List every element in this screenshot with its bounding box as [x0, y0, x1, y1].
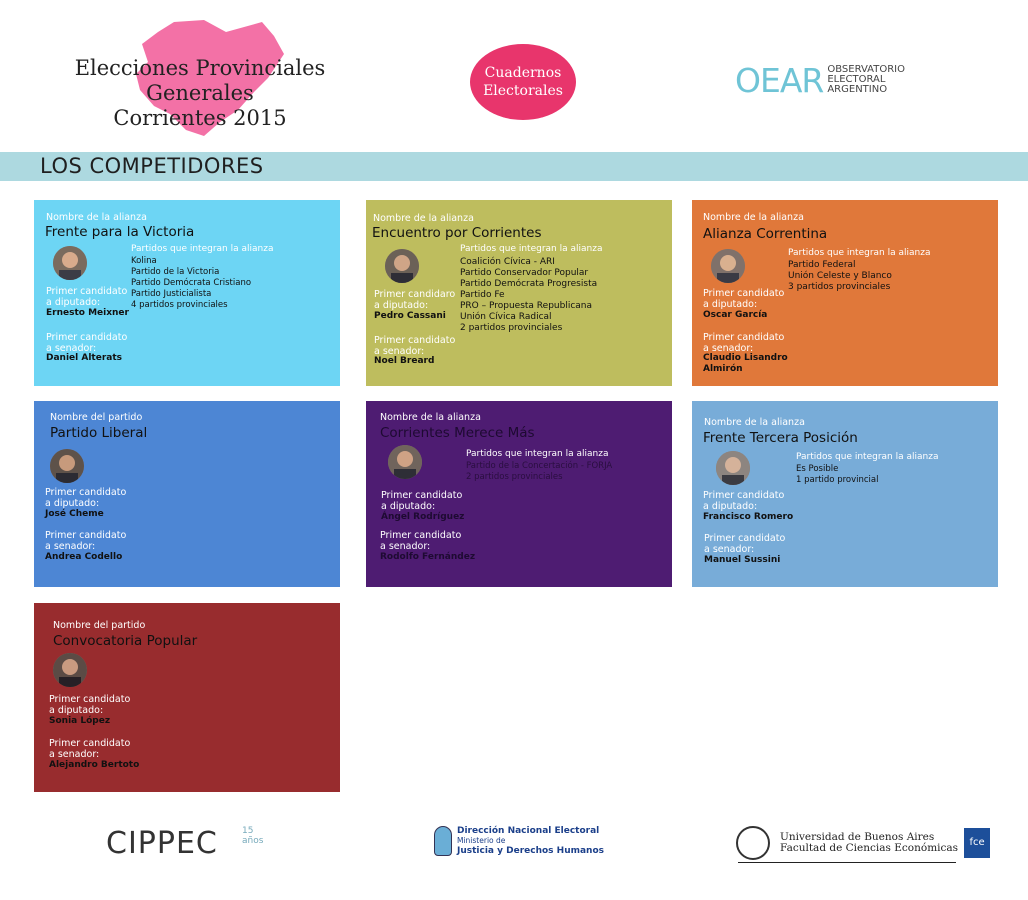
senator-name: Andrea Codello — [45, 552, 123, 562]
senator-name: Manuel Sussini — [704, 555, 781, 565]
senator-label — [374, 335, 455, 357]
parties-list — [796, 464, 879, 486]
deputy-label — [45, 487, 126, 509]
deputy-name: Ángel Rodríguez — [381, 512, 465, 522]
party-item: Partido de la Concertación - FORJA — [466, 461, 613, 471]
deputy-label — [49, 694, 130, 716]
senator-name: Noel Breard — [374, 356, 435, 366]
party-item: Partido Demócrata Progresista — [460, 279, 598, 289]
deputy-label-line-1: Primer candidato — [49, 694, 131, 705]
deputy-label-line-2: a diputado: — [45, 498, 100, 509]
card-label: Nombre de la alianza — [46, 212, 147, 223]
deputy-name: Pedro Cassani — [374, 311, 446, 321]
party-item: Partido de la Victoria — [131, 267, 220, 277]
senator-label-line-1: Primer candidato — [49, 738, 131, 749]
senator-label-line-1: Primer candidato — [374, 335, 456, 346]
senator-name: Daniel Alterats — [46, 353, 122, 363]
card-frente-para-la-victoria — [34, 200, 340, 386]
parties-heading: Partidos que integran la alianza — [131, 244, 274, 254]
deputy-label — [46, 286, 127, 308]
party-item: 2 partidos provinciales — [466, 472, 563, 482]
card-name: Alianza Correntina — [703, 226, 828, 242]
parties-list — [788, 260, 892, 293]
senator-label-line-1: Primer candidato — [704, 533, 786, 544]
parties-list — [466, 461, 612, 483]
party-item: 3 partidos provinciales — [788, 282, 891, 292]
deputy-label — [374, 289, 455, 311]
page-title — [20, 56, 380, 131]
national-shield-icon — [434, 826, 452, 856]
senator-label-line-1: Primer candidato — [45, 530, 127, 541]
oear-line-3: ARGENTINO — [827, 84, 888, 95]
oear-logo — [735, 62, 905, 98]
party-item: Partido Federal — [788, 260, 856, 270]
deputy-name: Sonia López — [49, 716, 111, 726]
party-item: 1 partido provincial — [796, 475, 879, 485]
dne-line-3: Justicia y Derechos Humanos — [457, 846, 604, 856]
deputy-name: Oscar García — [703, 310, 768, 320]
party-item: Es Posible — [796, 464, 839, 474]
title-line-1: Elecciones Provinciales Generales — [74, 56, 326, 105]
uba-fce-logo — [736, 826, 990, 860]
party-item: Unión Celeste y Blanco — [788, 271, 892, 281]
senator-label-line-2: a senador: — [374, 346, 425, 357]
deputy-label-line-1: Primer candidato — [703, 288, 785, 299]
deputy-name: Ernesto Meixner — [46, 308, 129, 318]
party-item: Partido Justicialista — [131, 289, 212, 299]
senator-name-line-2: Almirón — [703, 363, 743, 374]
deputy-name: Francisco Romero — [703, 512, 794, 522]
badge-line-1: Cuadernos — [484, 65, 562, 81]
uba-text — [780, 832, 958, 854]
candidate-photo — [711, 249, 745, 283]
senator-name: Alejandro Bertoto — [49, 760, 140, 770]
card-frente-tercera-posicion — [692, 401, 998, 587]
cuadernos-electorales-badge — [470, 44, 576, 120]
direccion-nacional-electoral-logo — [434, 826, 604, 856]
card-partido-liberal — [34, 401, 340, 587]
badge-line-2: Electorales — [483, 83, 563, 99]
card-label: Nombre de la alianza — [380, 412, 481, 423]
section-title: LOS COMPETIDORES — [40, 154, 264, 178]
card-label: Nombre de la alianza — [373, 213, 474, 224]
uba-seal-icon — [736, 826, 770, 860]
oear-line-1: OBSERVATORIO — [827, 64, 905, 75]
cippec-logo: CIPPEC — [106, 826, 218, 861]
senator-label-line-2: a senador: — [380, 541, 431, 552]
card-name: Frente Tercera Posición — [703, 430, 858, 446]
uba-underline — [738, 862, 956, 863]
card-label: Nombre de la alianza — [703, 212, 804, 223]
party-item: Partido Fe — [460, 290, 505, 300]
parties-list — [460, 257, 597, 334]
party-item: PRO – Propuesta Republicana — [460, 301, 593, 311]
candidate-photo — [385, 249, 419, 283]
senator-label — [45, 530, 126, 552]
card-label: Nombre de la alianza — [704, 417, 805, 428]
party-item: Partido Demócrata Cristiano — [131, 278, 252, 288]
deputy-label-line-2: a diputado: — [374, 300, 429, 311]
card-convocatoria-popular — [34, 603, 340, 792]
party-item: 2 partidos provinciales — [460, 323, 563, 333]
party-item: Unión Cívica Radical — [460, 312, 552, 322]
cippec-anniversary-badge — [242, 826, 262, 856]
parties-heading: Partidos que integran la alianza — [788, 248, 931, 258]
senator-label — [703, 332, 784, 354]
title-line-2: Corrientes 2015 — [113, 106, 287, 130]
deputy-label-line-1: Primer candidato — [703, 490, 785, 501]
card-name: Frente para la Victoria — [45, 224, 195, 240]
card-label: Nombre del partido — [53, 620, 146, 631]
deputy-label-line-2: a diputado: — [703, 501, 758, 512]
deputy-label — [703, 288, 784, 310]
card-label: Nombre del partido — [50, 412, 143, 423]
senator-name — [703, 353, 788, 374]
candidate-photo — [53, 653, 87, 687]
party-item: Coalición Cívica - ARI — [460, 257, 555, 267]
deputy-label-line-1: Primer candidato — [45, 487, 127, 498]
parties-list — [131, 256, 251, 311]
candidate-photo — [50, 449, 84, 483]
deputy-label-line-1: Primer candidato — [46, 286, 128, 297]
senator-label-line-2: a senador: — [46, 343, 97, 354]
candidate-photo — [388, 445, 422, 479]
card-name: Convocatoria Popular — [53, 633, 198, 649]
party-item: Kolina — [131, 256, 157, 266]
oear-text — [827, 65, 905, 95]
dne-line-1: Dirección Nacional Electoral — [457, 826, 600, 836]
senator-label — [49, 738, 130, 760]
candidate-photo — [53, 246, 87, 280]
dne-text — [457, 826, 604, 856]
party-item: 4 partidos provinciales — [131, 300, 228, 310]
senator-label — [704, 533, 785, 555]
senator-label — [380, 530, 461, 552]
deputy-label-line-1: Primer candidaro — [374, 289, 456, 300]
cippec-badge-number: 15 — [242, 826, 254, 836]
senator-label — [46, 332, 127, 354]
fce-badge: fce — [964, 828, 990, 858]
oear-mark: OEAR — [735, 60, 824, 100]
card-name: Encuentro por Corrientes — [372, 225, 542, 241]
senator-label-line-2: a senador: — [703, 343, 754, 354]
deputy-label-line-1: Primer candidato — [381, 490, 463, 501]
senator-label-line-1: Primer candidato — [703, 332, 785, 343]
card-name: Partido Liberal — [50, 425, 148, 441]
deputy-name: José Cheme — [45, 509, 104, 519]
parties-heading: Partidos que integran la alianza — [796, 452, 939, 462]
senator-label-line-1: Primer candidato — [380, 530, 462, 541]
uba-line-2: Facultad de Ciencias Económicas — [780, 842, 959, 854]
senator-name-line-1: Claudio Lisandro — [703, 353, 788, 363]
parties-heading: Partidos que integran la alianza — [466, 449, 609, 459]
card-encuentro-por-corrientes — [366, 200, 672, 386]
party-item: Partido Conservador Popular — [460, 268, 589, 278]
uba-line-1: Universidad de Buenos Aires — [780, 831, 935, 843]
senator-label-line-2: a senador: — [45, 541, 96, 552]
cippec-badge-text: años — [242, 836, 264, 846]
senator-label-line-1: Primer candidato — [46, 332, 128, 343]
deputy-label-line-2: a diputado: — [46, 297, 101, 308]
card-alianza-correntina — [692, 200, 998, 386]
deputy-label — [703, 490, 784, 512]
parties-heading: Partidos que integran la alianza — [460, 244, 603, 254]
oear-line-2: ELECTORAL — [827, 74, 886, 85]
deputy-label-line-2: a diputado: — [703, 299, 758, 310]
candidate-photo — [716, 451, 750, 485]
deputy-label — [381, 490, 462, 512]
deputy-label-line-2: a diputado: — [49, 705, 104, 716]
card-corrientes-merece-mas — [366, 401, 672, 587]
senator-name: Rodolfo Fernández — [380, 552, 476, 562]
card-name: Corrientes Merece Más — [380, 425, 535, 441]
deputy-label-line-2: a diputado: — [381, 501, 436, 512]
senator-label-line-2: a senador: — [49, 749, 100, 760]
senator-label-line-2: a senador: — [704, 544, 755, 555]
dne-line-2: Ministerio de — [457, 836, 506, 845]
